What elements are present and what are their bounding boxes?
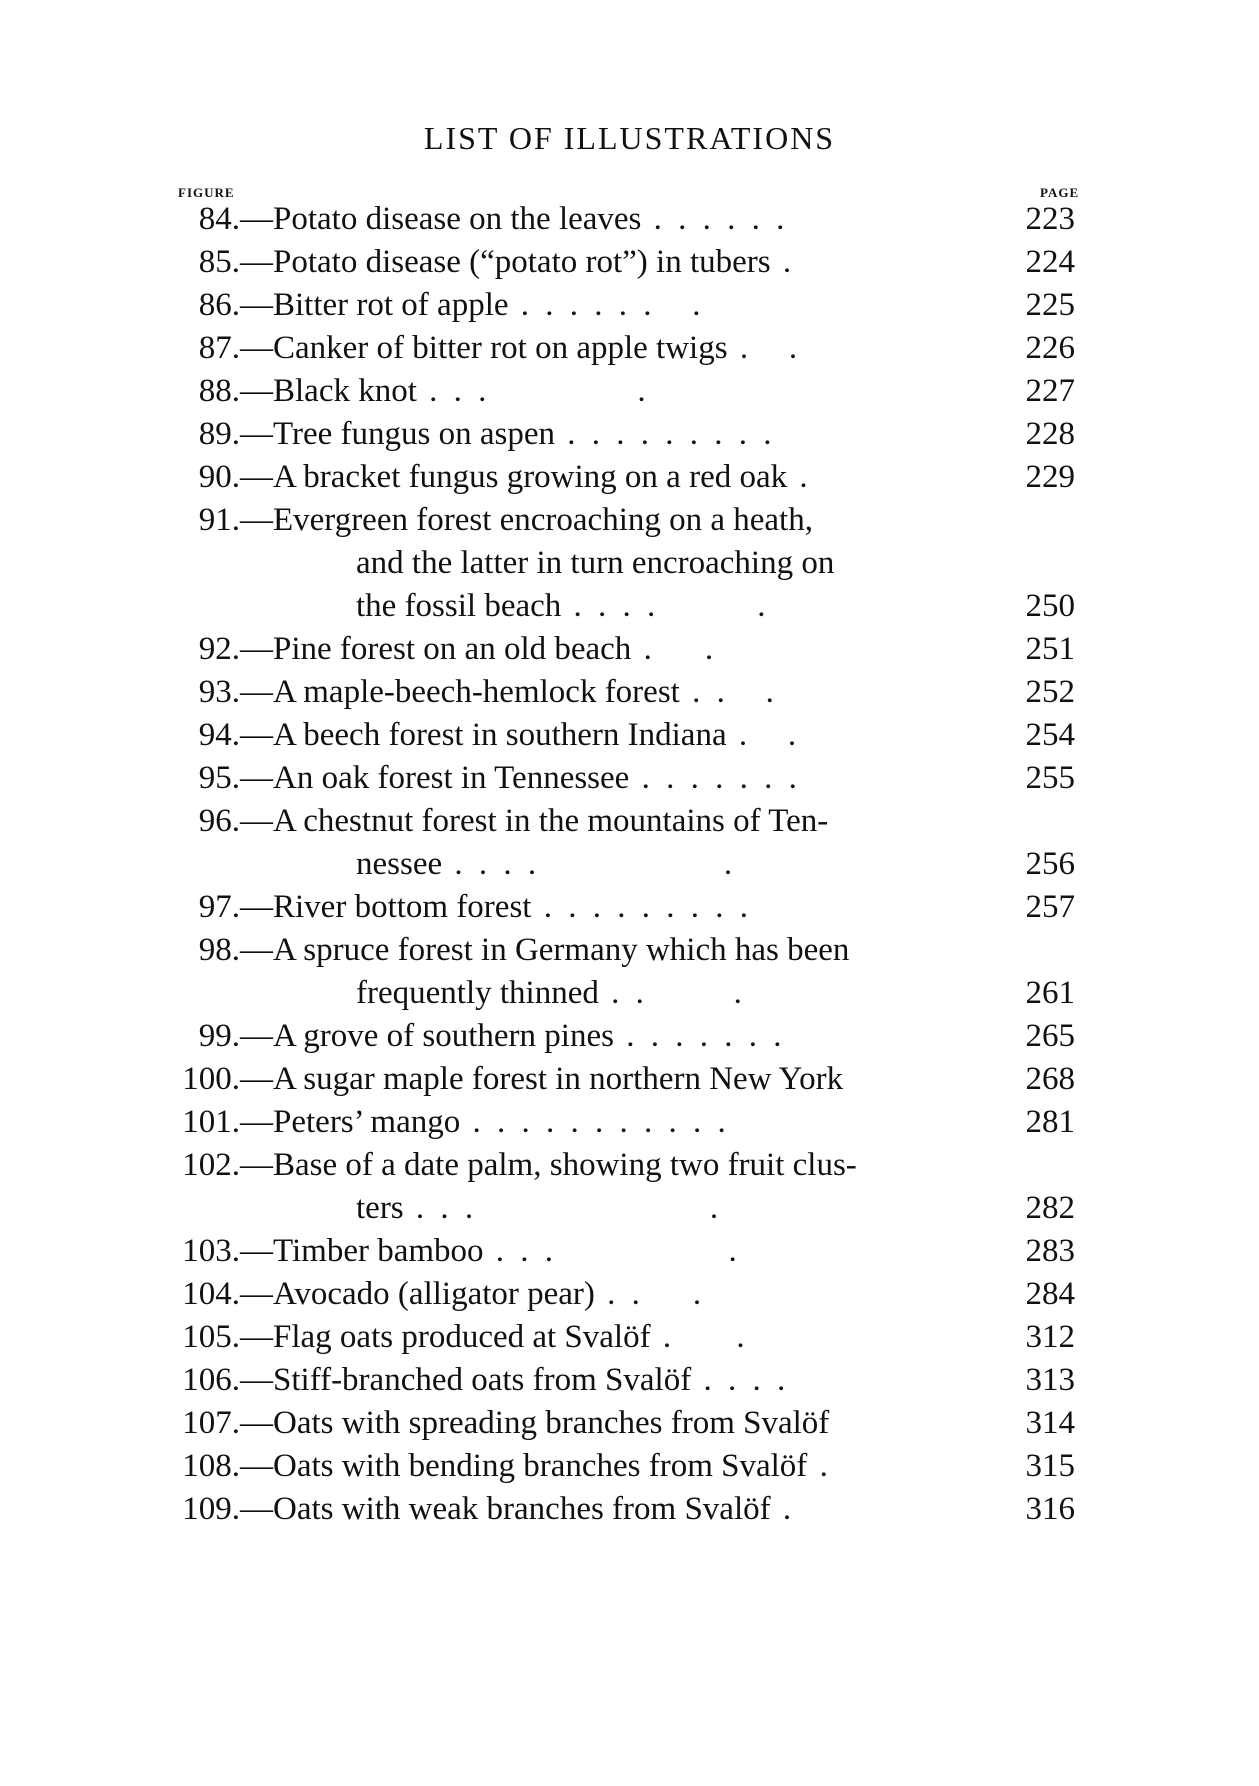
- figure-caption: frequently thinned . . .: [356, 975, 746, 1011]
- figure-caption: —Oats with bending branches from Svalöf .: [240, 1448, 832, 1484]
- page-number: 227: [1025, 373, 1075, 409]
- page-number: 256: [1025, 846, 1075, 882]
- page-number: 251: [1025, 631, 1075, 667]
- figure-caption: —Bitter rot of apple . . . . . . .: [240, 287, 705, 323]
- figure-caption: —Canker of bitter rot on apple twigs . .: [240, 330, 802, 366]
- figure-number: 102.: [182, 1147, 240, 1183]
- illustrations-list: [0, 198, 1259, 1531]
- page-number: 314: [1025, 1405, 1075, 1441]
- page-number: 261: [1025, 975, 1075, 1011]
- figure-number: 85.: [198, 244, 240, 280]
- list-item: [0, 413, 1259, 456]
- list-item: [0, 671, 1259, 714]
- list-item: [0, 1488, 1259, 1531]
- list-item: [0, 241, 1259, 284]
- figure-caption: —Timber bamboo . . . .: [240, 1233, 741, 1269]
- dot-leader: .: [807, 1448, 832, 1484]
- list-item: [0, 1101, 1259, 1144]
- figure-column-label: FIGURE: [178, 185, 235, 200]
- figure-number: 99.: [198, 1018, 240, 1054]
- dot-leader: . . . . . .: [641, 201, 789, 237]
- dot-leader: . .: [631, 631, 718, 667]
- dot-leader: . . . . .: [561, 588, 770, 624]
- page-number: 228: [1025, 416, 1075, 452]
- figure-number: 88.: [198, 373, 240, 409]
- list-item: [0, 327, 1259, 370]
- page-title: LIST OF ILLUSTRATIONS: [423, 120, 836, 156]
- list-item: [0, 1058, 1259, 1101]
- figure-caption: —Flag oats produced at Svalöf . .: [240, 1319, 749, 1355]
- list-item: [0, 1445, 1259, 1488]
- figure-caption: ters . . . .: [356, 1190, 723, 1226]
- dot-leader: . . .: [594, 1276, 706, 1312]
- page-number: 268: [1025, 1061, 1075, 1097]
- list-item-continuation: [0, 843, 1259, 886]
- figure-caption: —A spruce forest in Germany which has been: [240, 932, 850, 968]
- figure-number: 87.: [198, 330, 240, 366]
- list-item: [0, 1402, 1259, 1445]
- figure-caption: —Peters’ mango . . . . . . . . . . .: [240, 1104, 730, 1140]
- figure-number: 89.: [198, 416, 240, 452]
- dot-leader: .: [770, 1491, 796, 1527]
- figure-caption: —Base of a date palm, showing two fruit clus-: [240, 1147, 857, 1183]
- figure-number: 98.: [198, 932, 240, 968]
- list-item: [0, 1316, 1259, 1359]
- figure-number: 93.: [198, 674, 240, 710]
- dot-leader: .: [770, 244, 796, 280]
- page-number: 250: [1025, 588, 1075, 624]
- list-item: [0, 929, 1259, 972]
- dot-leader: . . .: [679, 674, 778, 710]
- page-number: 313: [1025, 1362, 1075, 1398]
- page-column-label: PAGE: [1040, 185, 1080, 200]
- page-number: 315: [1025, 1448, 1075, 1484]
- dot-leader: . . . . . . .: [508, 287, 705, 323]
- figure-caption: —A beech forest in southern Indiana . .: [240, 717, 801, 753]
- page-number: 224: [1025, 244, 1075, 280]
- page-number: 283: [1025, 1233, 1075, 1269]
- list-item-continuation: [0, 972, 1259, 1015]
- figure-caption: —Oats with spreading branches from Svalöf: [240, 1405, 830, 1441]
- figure-caption: —A grove of southern pines . . . . . . .: [240, 1018, 786, 1054]
- page-number: 252: [1025, 674, 1075, 710]
- figure-caption: —Potato disease on the leaves . . . . . .: [240, 201, 789, 237]
- dot-leader: . . . . . . . . .: [531, 889, 752, 925]
- figure-number: 106.: [182, 1362, 240, 1398]
- figure-caption: —Stiff-branched oats from Svalöf . . . .: [240, 1362, 790, 1398]
- figure-number: 97.: [198, 889, 240, 925]
- page-number: 265: [1025, 1018, 1075, 1054]
- figure-number: 86.: [198, 287, 240, 323]
- list-item: [0, 714, 1259, 757]
- dot-leader: . . . .: [416, 373, 650, 409]
- figure-caption: —A sugar maple forest in northern New York: [240, 1061, 844, 1097]
- figure-caption: —Tree fungus on aspen . . . . . . . . .: [240, 416, 776, 452]
- list-item: [0, 284, 1259, 327]
- page-number: 223: [1025, 201, 1075, 237]
- figure-number: 95.: [198, 760, 240, 796]
- figure-number: 96.: [198, 803, 240, 839]
- figure-caption: —Potato disease (“potato rot”) in tubers .: [240, 244, 796, 280]
- list-item: [0, 370, 1259, 413]
- figure-caption: —Avocado (alligator pear) . . .: [240, 1276, 706, 1312]
- dot-leader: .: [787, 459, 812, 495]
- figure-caption: —Black knot . . . .: [240, 373, 650, 409]
- figure-number: 101.: [182, 1104, 240, 1140]
- dot-leader: . . . . .: [442, 846, 737, 882]
- list-item: [0, 886, 1259, 929]
- dot-leader: . . . . . . . . .: [555, 416, 776, 452]
- figure-caption: the fossil beach . . . . .: [356, 588, 770, 624]
- list-item: [0, 456, 1259, 499]
- figure-caption: —A maple-beech-hemlock forest . . .: [240, 674, 778, 710]
- page-number: 225: [1025, 287, 1075, 323]
- page-number: 229: [1025, 459, 1075, 495]
- figure-number: 107.: [182, 1405, 240, 1441]
- dot-leader: . . . . . . .: [613, 1018, 786, 1054]
- list-item-continuation: [0, 585, 1259, 628]
- list-item-continuation: [0, 1187, 1259, 1230]
- figure-number: 109.: [182, 1491, 240, 1527]
- page-number: 282: [1025, 1190, 1075, 1226]
- dot-leader: . . . .: [483, 1233, 741, 1269]
- dot-leader: . .: [727, 330, 802, 366]
- figure-caption: —Pine forest on an old beach . .: [240, 631, 718, 667]
- page-number: 281: [1025, 1104, 1075, 1140]
- list-item: [0, 1230, 1259, 1273]
- figure-number: 90.: [198, 459, 240, 495]
- dot-leader: . . . .: [403, 1190, 723, 1226]
- figure-caption: —Evergreen forest encroaching on a heath,: [240, 502, 813, 538]
- list-item: [0, 757, 1259, 800]
- figure-caption: —Oats with weak branches from Svalöf .: [240, 1491, 796, 1527]
- dot-leader: . . . . . . . . . . .: [460, 1104, 730, 1140]
- figure-number: 92.: [198, 631, 240, 667]
- dot-leader: . . .: [598, 975, 746, 1011]
- page-number: 254: [1025, 717, 1075, 753]
- list-item: [0, 499, 1259, 542]
- dot-leader: . .: [726, 717, 801, 753]
- figure-number: 104.: [182, 1276, 240, 1312]
- figure-caption: and the latter in turn encroaching on: [356, 545, 835, 581]
- page-number: 257: [1025, 889, 1075, 925]
- list-item: [0, 1015, 1259, 1058]
- list-item: [0, 1144, 1259, 1187]
- dot-leader: . .: [650, 1319, 749, 1355]
- figure-number: 103.: [182, 1233, 240, 1269]
- figure-number: 105.: [182, 1319, 240, 1355]
- figure-number: 91.: [198, 502, 240, 538]
- figure-number: 100.: [182, 1061, 240, 1097]
- figure-caption: —River bottom forest . . . . . . . . .: [240, 889, 752, 925]
- list-item: [0, 1359, 1259, 1402]
- figure-number: 108.: [182, 1448, 240, 1484]
- figure-caption: —An oak forest in Tennessee . . . . . . .: [240, 760, 801, 796]
- list-item: [0, 628, 1259, 671]
- page-number: 226: [1025, 330, 1075, 366]
- list-item: [0, 198, 1259, 241]
- page-number: 316: [1025, 1491, 1075, 1527]
- figure-caption: nessee . . . . .: [356, 846, 737, 882]
- figure-caption: —A bracket fungus growing on a red oak .: [240, 459, 812, 495]
- figure-caption: —A chestnut forest in the mountains of Ten-: [240, 803, 829, 839]
- dot-leader: . . . . . . .: [629, 760, 801, 796]
- figure-number: 94.: [198, 717, 240, 753]
- dot-leader: . . . .: [691, 1362, 790, 1398]
- page-number: 284: [1025, 1276, 1075, 1312]
- list-item-continuation: [0, 542, 1259, 585]
- page-number: 255: [1025, 760, 1075, 796]
- list-item: [0, 800, 1259, 843]
- list-item: [0, 1273, 1259, 1316]
- figure-number: 84.: [198, 201, 240, 237]
- page-number: 312: [1025, 1319, 1075, 1355]
